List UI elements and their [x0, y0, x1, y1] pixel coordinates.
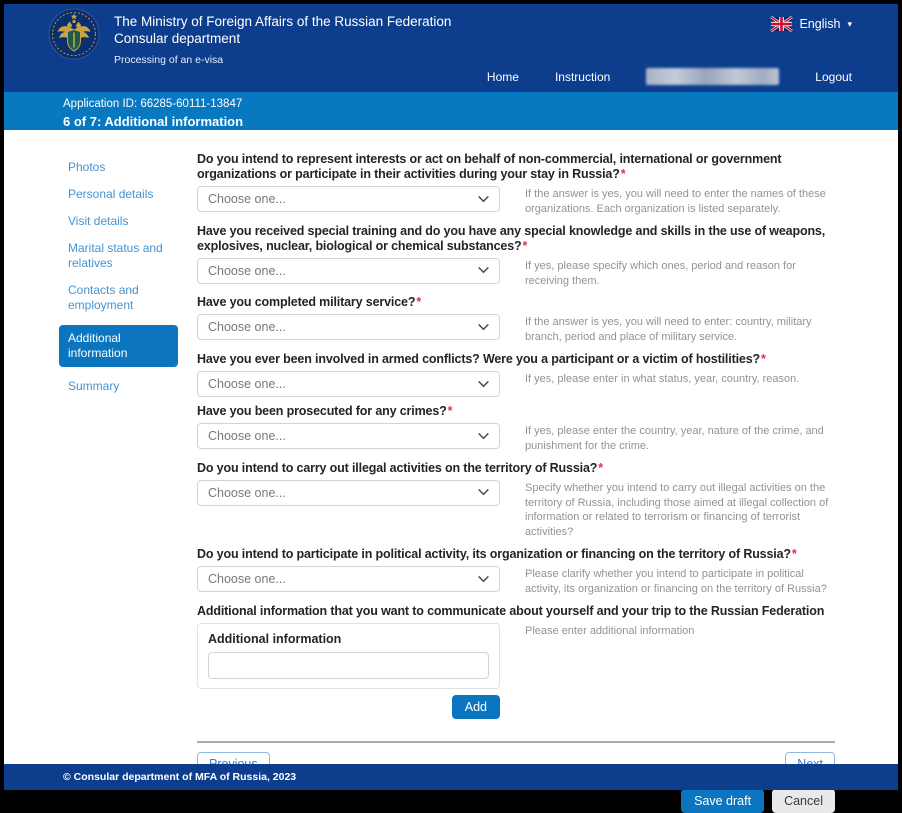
sidebar-item-additional-information[interactable]: Additional information — [59, 325, 178, 367]
chevron-down-icon — [478, 381, 489, 388]
nav-home[interactable]: Home — [486, 69, 519, 84]
political-activity-select[interactable]: Choose one... — [197, 566, 500, 592]
chevron-down-icon — [478, 324, 489, 331]
question-hint: Specify whether you intend to carry out illegal activities on the territory of Russia, including those aimed at illegal collection of information or related to terrorism or financing of terrorist activities? — [525, 481, 829, 539]
header-titles — [114, 13, 451, 66]
user-account-menu[interactable] — [646, 68, 779, 85]
section-divider — [197, 741, 835, 743]
app-subtitle: Processing of an e-visa — [114, 54, 224, 66]
uk-flag-icon — [771, 17, 792, 31]
question-block-political-activity — [197, 547, 835, 597]
required-asterisk: * — [620, 167, 626, 181]
required-asterisk: * — [761, 352, 766, 367]
question-block-crimes — [197, 404, 835, 454]
top-navigation — [487, 68, 852, 85]
chevron-down-icon — [478, 196, 489, 203]
question-label: Have you been prosecuted for any crimes?* — [197, 404, 453, 419]
sidebar-item-photos[interactable]: Photos — [68, 160, 106, 174]
question-block-armed-conflicts — [197, 352, 835, 397]
form-main — [197, 152, 835, 813]
ministry-title: The Ministry of Foreign Affairs of the Russian Federation — [114, 14, 452, 29]
question-label: Do you intend to represent interests or act on behalf of non-commercial, international or government organizations or participate in their activities during your stay in Russia?* — [197, 152, 782, 181]
chevron-down-icon — [478, 576, 489, 583]
step-title: 6 of 7: Additional information — [63, 114, 244, 129]
question-label: Do you intend to participate in political activity, its organization or financing on the territory of Russia?* — [197, 547, 797, 562]
footer — [4, 764, 898, 790]
required-asterisk: * — [416, 295, 422, 310]
required-asterisk: * — [598, 460, 603, 475]
save-draft-button[interactable]: Save draft — [681, 789, 764, 813]
sidebar-item-summary[interactable]: Summary — [68, 379, 120, 393]
language-label: English — [799, 17, 841, 31]
sidebar-item-personal-details[interactable]: Personal details — [68, 187, 154, 201]
additional-information-section — [197, 604, 835, 719]
copyright-text: © Consular department of MFA of Russia, 2023 — [63, 771, 297, 783]
military-service-select[interactable]: Choose one... — [197, 314, 500, 340]
cancel-button[interactable]: Cancel — [772, 789, 835, 813]
sidebar-item-marital-status[interactable]: Marital status and relatives — [68, 241, 163, 270]
illegal-activities-select[interactable]: Choose one... — [197, 480, 500, 506]
crimes-select[interactable]: Choose one... — [197, 423, 500, 449]
required-asterisk: * — [447, 404, 453, 419]
question-label: Have you received special training and do you have any special knowledge and skills in the use of weapons, explosives, nuclear, biological or chemical substances?* — [197, 223, 826, 253]
chevron-down-icon — [478, 433, 489, 440]
organizations-select[interactable]: Choose one... — [197, 186, 500, 212]
question-hint: If yes, please enter in what status, year, country, reason. — [525, 373, 800, 386]
sidebar-navigation — [68, 160, 190, 406]
sidebar-item-contacts-employment[interactable]: Contacts and employment — [68, 283, 139, 312]
additional-info-hint: Please enter additional information — [525, 624, 695, 637]
question-hint: If yes, please enter the country, year, nature of the crime, and punishment for the crime. — [525, 425, 824, 452]
chevron-down-icon — [478, 267, 489, 274]
question-block-special-training — [197, 224, 835, 289]
nav-logout[interactable]: Logout — [815, 69, 852, 84]
question-hint: Please clarify whether you intend to participate in political activity, its organization or financing on the territory of Russia? — [525, 568, 827, 595]
chevron-down-icon: ▾ — [847, 18, 852, 29]
question-hint: If the answer is yes, you will need to enter the names of these organizations. Each organization is listed separately. — [525, 188, 826, 215]
department-title: Consular department — [114, 31, 241, 46]
required-asterisk: * — [522, 238, 528, 253]
question-block-military-service — [197, 295, 835, 345]
special-training-select[interactable]: Choose one... — [197, 258, 500, 284]
additional-info-heading: Additional information that you want to communicate about yourself and your trip to the Russian Federation — [197, 603, 825, 618]
nav-instruction[interactable]: Instruction — [554, 69, 611, 84]
question-label: Do you intend to carry out illegal activities on the territory of Russia?* — [197, 460, 603, 475]
sidebar-item-visit-details[interactable]: Visit details — [68, 214, 129, 228]
question-label: Have you ever been involved in armed conflicts? Were you a participant or a victim of hostilities?* — [197, 352, 766, 367]
question-hint: If yes, please specify which ones, period and reason for receiving them. — [525, 259, 796, 287]
question-block-organizations — [197, 152, 835, 217]
required-asterisk: * — [791, 547, 797, 562]
question-label: Have you completed military service?* — [197, 295, 422, 310]
additional-info-field-label: Additional information — [208, 631, 342, 646]
application-id: Application ID: 66285-60111-13847 — [63, 98, 243, 110]
additional-info-box — [197, 623, 500, 689]
mfa-emblem-logo — [48, 8, 100, 60]
chevron-down-icon — [478, 489, 489, 496]
add-button[interactable]: Add — [452, 695, 500, 719]
question-block-illegal-activities — [197, 461, 835, 540]
evisa-page — [4, 4, 898, 808]
language-selector[interactable] — [771, 17, 852, 31]
header — [4, 4, 898, 92]
additional-info-input[interactable] — [208, 652, 489, 679]
question-hint: If the answer is yes, you will need to enter: country, military branch, period and place of military service. — [525, 316, 812, 344]
application-bar — [4, 92, 898, 130]
armed-conflicts-select[interactable]: Choose one... — [197, 371, 500, 397]
